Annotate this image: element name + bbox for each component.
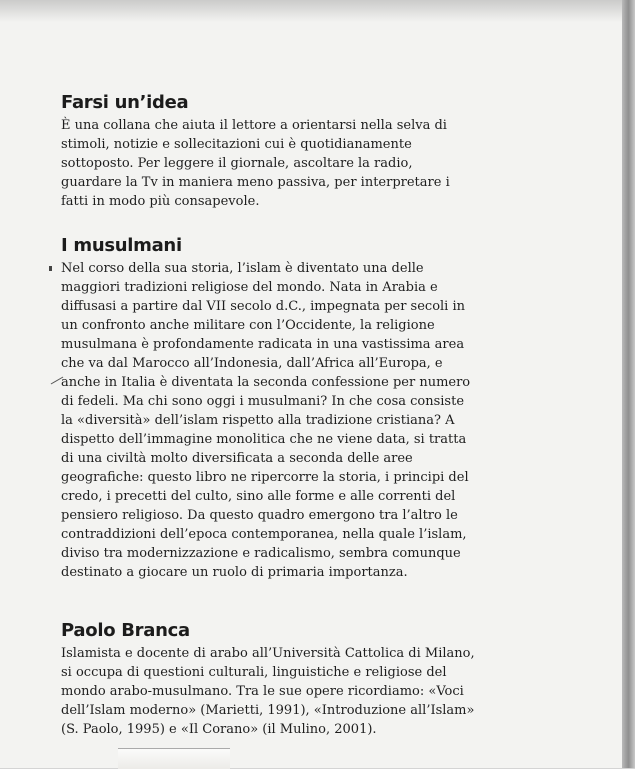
text-line: mondo arabo-musulmano. Tra le sue opere ricordiamo: «Voci xyxy=(61,684,464,699)
text-line: maggiori tradizioni religiose del mondo. Nata in Arabia e xyxy=(61,280,438,295)
text-line: diffusasi a partire dal VII secolo d.C., impegnata per secoli in xyxy=(61,299,466,314)
text-line: guardare la Tv in maniera meno passiva, per interpretare i xyxy=(61,175,450,190)
text-line: Nel corso della sua storia, l’islam è diventato una delle xyxy=(61,261,424,276)
section-text-farsi-un-idea xyxy=(61,116,521,211)
text-line: che va dal Marocco all’Indonesia, dall’Africa all’Europa, e xyxy=(61,356,443,371)
text-line: sottoposto. Per leggere il giornale, ascoltare la radio, xyxy=(61,156,413,171)
text-line: dispetto dell’immagine monolitica che ne viene data, si tratta xyxy=(61,432,467,447)
section-heading-i-musulmani: I musulmani xyxy=(61,235,182,256)
text-line: (S. Paolo, 1995) e «Il Corano» (il Mulino, 2001). xyxy=(61,722,377,737)
pencil-tick-mark xyxy=(49,266,52,271)
text-line: stimoli, notizie e sollecitazioni cui è quotidianamente xyxy=(61,137,412,152)
text-line: dell’Islam moderno» (Marietti, 1991), «Introduzione all’Islam» xyxy=(61,703,475,718)
text-line: anche in Italia è diventata la seconda confessione per numero xyxy=(61,375,471,390)
text-line: geografiche: questo libro ne ripercorre la storia, i principi del xyxy=(61,470,469,485)
text-line: pensiero religioso. Da questo quadro emergono tra l’altro le xyxy=(61,508,458,523)
sticker-edge xyxy=(118,748,230,769)
text-line: un confronto anche militare con l’Occidente, la religione xyxy=(61,318,435,333)
section-heading-farsi-un-idea: Farsi un’idea xyxy=(61,92,189,113)
text-line: diviso tra modernizzazione e radicalismo, sembra comunque xyxy=(61,546,461,561)
section-heading-paolo-branca: Paolo Branca xyxy=(61,620,190,641)
text-line: È una collana che aiuta il lettore a orientarsi nella selva di xyxy=(61,118,447,133)
text-line: contraddizioni dell’epoca contemporanea, nella quale l’islam, xyxy=(61,527,467,542)
text-line: di fedeli. Ma chi sono oggi i musulmani? In che cosa consiste xyxy=(61,394,465,409)
text-line: Islamista e docente di arabo all’Università Cattolica di Milano, xyxy=(61,646,475,661)
text-line: credo, i precetti del culto, sino alle forme e alle correnti del xyxy=(61,489,456,504)
text-line: di una civiltà molto diversificata a seconda delle aree xyxy=(61,451,413,466)
scan-shadow xyxy=(0,0,622,22)
book-spine-edge xyxy=(622,0,635,768)
text-line: musulmana è profondamente radicata in una vastissima area xyxy=(61,337,465,352)
text-line: si occupa di questioni culturali, linguistiche e religiose del xyxy=(61,665,447,680)
text-line: la «diversità» dell’islam rispetto alla tradizione cristiana? A xyxy=(61,413,455,428)
section-text-i-musulmani xyxy=(61,259,521,582)
text-line: destinato a giocare un ruolo di primaria importanza. xyxy=(61,565,408,580)
section-text-paolo-branca xyxy=(61,644,521,739)
text-line: fatti in modo più consapevole. xyxy=(61,194,260,209)
